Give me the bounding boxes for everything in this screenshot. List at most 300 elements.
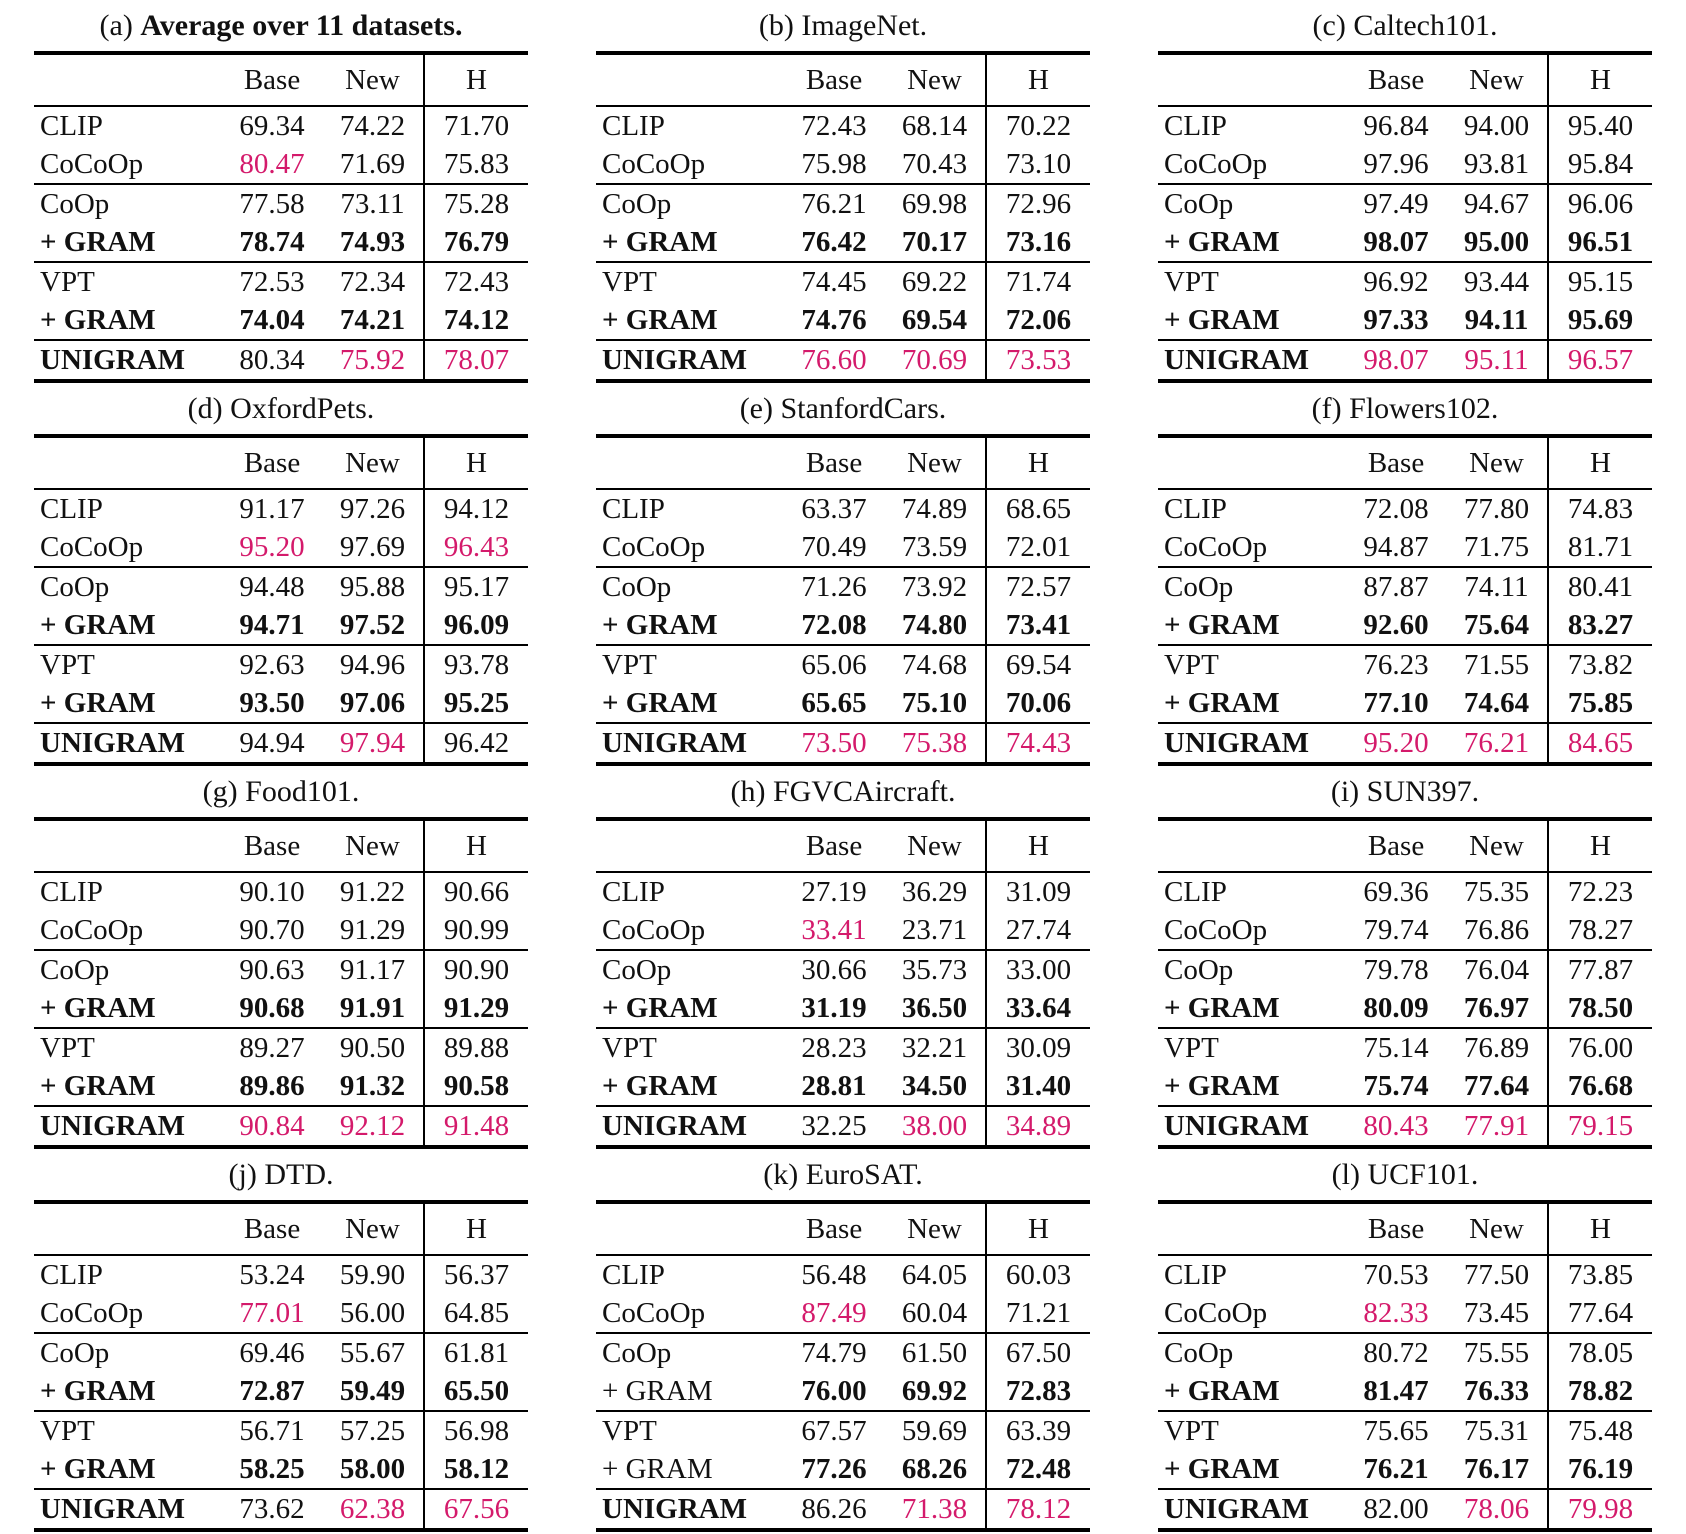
cell-value: 97.69: [339, 530, 406, 563]
cell-value: 74.93: [339, 225, 406, 258]
column-header-base: Base: [784, 1202, 884, 1255]
cell-value: 36.29: [901, 875, 968, 908]
table-row: [596, 1333, 1090, 1372]
table-row: [596, 950, 1090, 989]
cell-value: 95.17: [424, 567, 528, 606]
cell-value: 68.26: [901, 1452, 968, 1485]
table-row: [1158, 1294, 1652, 1333]
table-row: [34, 528, 528, 567]
column-header-new: New: [1446, 53, 1548, 106]
row-label: CLIP: [602, 875, 665, 908]
results-table: [34, 1200, 528, 1532]
cell-value: 76.60: [784, 340, 884, 381]
cell-value: 79.78: [1346, 950, 1446, 989]
cell-value: 97.49: [1346, 184, 1446, 223]
table-row: [1158, 1106, 1652, 1147]
results-table: [1158, 1200, 1652, 1532]
cell-value: 72.23: [1548, 872, 1652, 911]
cell-value: 56.71: [222, 1411, 322, 1450]
cell-value: 94.11: [1464, 303, 1529, 336]
column-header-new: New: [884, 53, 986, 106]
table-caption: [763, 1149, 922, 1200]
caption-prefix: (b): [758, 8, 802, 42]
cell-value: 72.08: [801, 608, 867, 641]
header-row: [34, 819, 528, 872]
cell-value: 70.69: [884, 340, 986, 381]
cell-value: 55.67: [322, 1333, 424, 1372]
caption-prefix: (h): [730, 774, 773, 808]
caption-title: ImageNet.: [801, 8, 928, 42]
table-cell: [0, 0, 562, 383]
column-header-base: Base: [1346, 53, 1446, 106]
cell-value: 65.65: [801, 686, 867, 719]
cell-value: 63.37: [801, 492, 867, 525]
cell-value: 75.65: [1346, 1411, 1446, 1450]
cell-value: 70.22: [986, 106, 1090, 145]
row-label: CoCoOp: [602, 913, 706, 946]
row-label: + GRAM: [40, 1374, 156, 1407]
cell-value: 70.06: [986, 684, 1090, 723]
cell-value: 87.87: [1346, 567, 1446, 606]
cell-value: 74.11: [1446, 567, 1548, 606]
header-row: [34, 1202, 528, 1255]
row-label: + GRAM: [40, 303, 156, 336]
cell-value: 89.88: [424, 1028, 528, 1067]
cell-value: 73.62: [222, 1489, 322, 1530]
row-label: UNIGRAM: [1158, 340, 1346, 381]
table-row: [34, 1372, 528, 1411]
row-label: VPT: [596, 645, 784, 684]
column-header-new: New: [322, 819, 424, 872]
row-label: UNIGRAM: [1158, 1106, 1346, 1147]
table-row: [596, 340, 1090, 381]
row-label: CoOp: [596, 1333, 784, 1372]
cell-value: 76.42: [801, 225, 867, 258]
column-header-new: New: [322, 436, 424, 489]
row-label: CLIP: [1164, 492, 1227, 525]
table-row: [1158, 723, 1652, 764]
cell-value: 80.47: [239, 147, 305, 180]
cell-value: 75.35: [1463, 875, 1530, 908]
caption-prefix: (j): [228, 1157, 265, 1191]
cell-value: 73.10: [986, 145, 1090, 184]
table-row: [1158, 989, 1652, 1028]
row-label: UNIGRAM: [34, 340, 222, 381]
caption-prefix: (e): [739, 391, 781, 425]
cell-value: 72.08: [1363, 492, 1429, 525]
cell-value: 96.84: [1363, 109, 1429, 142]
cell-value: 72.96: [986, 184, 1090, 223]
cell-value: 71.70: [424, 106, 528, 145]
table-caption: [740, 383, 947, 434]
row-label: VPT: [1158, 262, 1346, 301]
row-label: CoOp: [596, 567, 784, 606]
cell-value: 91.17: [239, 492, 305, 525]
cell-value: 95.40: [1548, 106, 1652, 145]
cell-value: 77.10: [1363, 686, 1429, 719]
column-header-h: H: [424, 436, 528, 489]
cell-value: 63.39: [986, 1411, 1090, 1450]
row-label: + GRAM: [40, 608, 156, 641]
table-cell: [562, 0, 1124, 383]
cell-value: 90.68: [239, 991, 305, 1024]
cell-value: 90.70: [239, 913, 305, 946]
table-caption: [731, 766, 956, 817]
cell-value: 95.20: [239, 530, 305, 563]
table-row: [34, 645, 528, 684]
cell-value: 76.97: [1463, 991, 1530, 1024]
cell-value: 97.94: [322, 723, 424, 764]
header-empty-cell: [596, 1202, 784, 1255]
cell-value: 71.75: [1463, 530, 1530, 563]
table-row: [596, 645, 1090, 684]
table-row: [596, 989, 1090, 1028]
table-row: [1158, 1489, 1652, 1530]
cell-value: 74.80: [901, 608, 968, 641]
table-caption: [1332, 1149, 1479, 1200]
cell-value: 70.49: [801, 530, 867, 563]
header-row: [34, 53, 528, 106]
table-cell: [1124, 1149, 1686, 1532]
cell-value: 33.41: [801, 913, 867, 946]
cell-value: 69.54: [901, 303, 968, 336]
table-row: [596, 723, 1090, 764]
table-row: [34, 1067, 528, 1106]
table-row: [34, 684, 528, 723]
results-table: [596, 434, 1090, 766]
cell-value: 73.85: [1548, 1255, 1652, 1294]
row-label: + GRAM: [1164, 991, 1280, 1024]
row-label: CoCoOp: [602, 147, 706, 180]
column-header-base: Base: [222, 819, 322, 872]
row-label: + GRAM: [602, 1374, 713, 1407]
table-row: [34, 989, 528, 1028]
table-row: [596, 262, 1090, 301]
cell-value: 96.92: [1346, 262, 1446, 301]
cell-value: 90.63: [222, 950, 322, 989]
row-label: + GRAM: [1164, 303, 1280, 336]
cell-value: 72.43: [424, 262, 528, 301]
cell-value: 80.43: [1346, 1106, 1446, 1147]
column-header-base: Base: [1346, 819, 1446, 872]
table-row: [34, 723, 528, 764]
cell-value: 92.60: [1363, 608, 1429, 641]
header-empty-cell: [34, 819, 222, 872]
row-label: UNIGRAM: [596, 340, 784, 381]
row-label: VPT: [34, 645, 222, 684]
cell-value: 75.74: [1363, 1069, 1429, 1102]
column-header-new: New: [884, 1202, 986, 1255]
cell-value: 34.50: [901, 1069, 968, 1102]
row-label: UNIGRAM: [34, 1489, 222, 1530]
row-label: UNIGRAM: [596, 723, 784, 764]
cell-value: 69.92: [901, 1374, 968, 1407]
cell-value: 69.36: [1363, 875, 1429, 908]
cell-value: 33.64: [986, 989, 1090, 1028]
cell-value: 72.57: [986, 567, 1090, 606]
caption-prefix: (d): [187, 391, 231, 425]
cell-value: 78.82: [1548, 1372, 1652, 1411]
table-row: [596, 1028, 1090, 1067]
cell-value: 80.09: [1363, 991, 1429, 1024]
table-row: [1158, 145, 1652, 184]
row-label: CoOp: [1158, 1333, 1346, 1372]
cell-value: 60.04: [901, 1296, 968, 1329]
row-label: + GRAM: [1164, 1069, 1280, 1102]
results-table: [1158, 434, 1652, 766]
cell-value: 53.24: [239, 1258, 305, 1291]
cell-value: 32.21: [884, 1028, 986, 1067]
row-label: CoOp: [596, 184, 784, 223]
cell-value: 73.92: [884, 567, 986, 606]
cell-value: 78.50: [1548, 989, 1652, 1028]
caption-title: UCF101.: [1367, 1157, 1479, 1191]
table-row: [34, 567, 528, 606]
cell-value: 72.01: [986, 528, 1090, 567]
cell-value: 58.25: [239, 1452, 305, 1485]
cell-value: 72.53: [222, 262, 322, 301]
table-row: [1158, 262, 1652, 301]
column-header-base: Base: [1346, 436, 1446, 489]
table-body: [34, 872, 528, 1147]
row-label: CoCoOp: [40, 530, 144, 563]
cell-value: 57.25: [322, 1411, 424, 1450]
table-row: [1158, 106, 1652, 145]
cell-value: 58.00: [339, 1452, 406, 1485]
table-row: [596, 1489, 1090, 1530]
row-label: UNIGRAM: [596, 1106, 784, 1147]
table-row: [34, 950, 528, 989]
cell-value: 68.14: [901, 109, 968, 142]
cell-value: 96.57: [1548, 340, 1652, 381]
column-header-h: H: [986, 53, 1090, 106]
cell-value: 56.98: [424, 1411, 528, 1450]
cell-value: 95.11: [1446, 340, 1548, 381]
table-row: [34, 911, 528, 950]
cell-value: 73.41: [986, 606, 1090, 645]
table-row: [596, 528, 1090, 567]
caption-title: OxfordPets.: [230, 391, 375, 425]
table-cell: [0, 766, 562, 1149]
header-empty-cell: [34, 53, 222, 106]
caption-title: Average over 11 datasets.: [140, 8, 463, 42]
table-row: [1158, 1450, 1652, 1489]
cell-value: 62.38: [322, 1489, 424, 1530]
cell-value: 72.87: [239, 1374, 305, 1407]
header-row: [596, 436, 1090, 489]
cell-value: 68.65: [986, 489, 1090, 528]
header-empty-cell: [596, 436, 784, 489]
table-row: [1158, 606, 1652, 645]
table-caption: [1331, 766, 1479, 817]
cell-value: 93.44: [1446, 262, 1548, 301]
table-cell: [0, 383, 562, 766]
cell-value: 70.17: [901, 225, 968, 258]
table-row: [34, 1106, 528, 1147]
table-row: [1158, 684, 1652, 723]
row-label: + GRAM: [602, 225, 718, 258]
table-body: [1158, 1255, 1652, 1530]
cell-value: 72.83: [986, 1372, 1090, 1411]
cell-value: 61.50: [884, 1333, 986, 1372]
table-body: [596, 1255, 1090, 1530]
table-row: [596, 1450, 1090, 1489]
table-row: [1158, 645, 1652, 684]
table-row: [1158, 223, 1652, 262]
table-cell: [562, 1149, 1124, 1532]
cell-value: 78.12: [986, 1489, 1090, 1530]
cell-value: 90.58: [424, 1067, 528, 1106]
cell-value: 79.74: [1363, 913, 1429, 946]
cell-value: 96.43: [424, 528, 528, 567]
row-label: UNIGRAM: [34, 1106, 222, 1147]
header-empty-cell: [1158, 1202, 1346, 1255]
cell-value: 76.21: [1363, 1452, 1429, 1485]
column-header-new: New: [884, 819, 986, 872]
results-table: [34, 51, 528, 383]
row-label: UNIGRAM: [1158, 723, 1346, 764]
table-row: [1158, 911, 1652, 950]
table-row: [596, 223, 1090, 262]
table-row: [596, 106, 1090, 145]
row-label: CoCoOp: [40, 913, 144, 946]
table-row: [1158, 184, 1652, 223]
cell-value: 90.10: [239, 875, 305, 908]
table-row: [34, 606, 528, 645]
cell-value: 56.00: [339, 1296, 406, 1329]
column-header-h: H: [424, 53, 528, 106]
column-header-base: Base: [784, 436, 884, 489]
cell-value: 67.50: [986, 1333, 1090, 1372]
table-body: [34, 1255, 528, 1530]
row-label: + GRAM: [40, 991, 156, 1024]
cell-value: 79.15: [1548, 1106, 1652, 1147]
table-row: [596, 1411, 1090, 1450]
results-table: [34, 434, 528, 766]
cell-value: 35.73: [884, 950, 986, 989]
cell-value: 72.43: [801, 109, 867, 142]
results-table: [34, 817, 528, 1149]
cell-value: 78.27: [1548, 911, 1652, 950]
cell-value: 77.64: [1548, 1294, 1652, 1333]
column-header-new: New: [884, 436, 986, 489]
cell-value: 64.85: [424, 1294, 528, 1333]
cell-value: 30.09: [986, 1028, 1090, 1067]
cell-value: 72.34: [322, 262, 424, 301]
row-label: CLIP: [1164, 1258, 1227, 1291]
row-label: CLIP: [40, 875, 103, 908]
cell-value: 94.48: [222, 567, 322, 606]
results-table: [1158, 817, 1652, 1149]
table-row: [596, 1372, 1090, 1411]
cell-value: 95.88: [322, 567, 424, 606]
cell-value: 74.22: [339, 109, 406, 142]
cell-value: 94.87: [1363, 530, 1429, 563]
cell-value: 97.26: [339, 492, 406, 525]
header-row: [1158, 819, 1652, 872]
row-label: VPT: [1158, 1028, 1346, 1067]
column-header-h: H: [986, 1202, 1090, 1255]
cell-value: 71.55: [1446, 645, 1548, 684]
row-label: + GRAM: [602, 1069, 718, 1102]
header-row: [1158, 1202, 1652, 1255]
caption-title: EuroSAT.: [805, 1157, 923, 1191]
row-label: + GRAM: [40, 1452, 156, 1485]
cell-value: 95.15: [1548, 262, 1652, 301]
cell-value: 76.33: [1463, 1374, 1530, 1407]
row-label: CoCoOp: [602, 1296, 706, 1329]
table-row: [34, 1333, 528, 1372]
cell-value: 78.07: [424, 340, 528, 381]
row-label: + GRAM: [602, 608, 718, 641]
cell-value: 77.91: [1446, 1106, 1548, 1147]
table-cell: [1124, 0, 1686, 383]
table-row: [1158, 950, 1652, 989]
cell-value: 75.64: [1463, 608, 1530, 641]
column-header-base: Base: [222, 1202, 322, 1255]
caption-title: Caltech101.: [1353, 8, 1498, 42]
cell-value: 83.27: [1548, 606, 1652, 645]
cell-value: 82.00: [1346, 1489, 1446, 1530]
column-header-base: Base: [222, 53, 322, 106]
table-row: [596, 872, 1090, 911]
cell-value: 69.54: [986, 645, 1090, 684]
row-label: + GRAM: [602, 991, 718, 1024]
table-row: [596, 489, 1090, 528]
row-label: + GRAM: [1164, 225, 1280, 258]
caption-prefix: (k): [763, 1157, 806, 1191]
table-row: [34, 340, 528, 381]
cell-value: 91.48: [424, 1106, 528, 1147]
cell-value: 94.12: [424, 489, 528, 528]
row-label: VPT: [596, 1028, 784, 1067]
table-cell: [562, 766, 1124, 1149]
table-row: [1158, 301, 1652, 340]
cell-value: 61.81: [424, 1333, 528, 1372]
row-label: CLIP: [602, 109, 665, 142]
row-label: VPT: [1158, 1411, 1346, 1450]
column-header-new: New: [1446, 1202, 1548, 1255]
cell-value: 81.47: [1363, 1374, 1429, 1407]
row-label: VPT: [34, 1028, 222, 1067]
cell-value: 69.34: [239, 109, 305, 142]
cell-value: 95.25: [424, 684, 528, 723]
table-row: [596, 301, 1090, 340]
cell-value: 96.06: [1548, 184, 1652, 223]
cell-value: 96.51: [1548, 223, 1652, 262]
table-body: [1158, 872, 1652, 1147]
table-row: [34, 1028, 528, 1067]
cell-value: 90.50: [322, 1028, 424, 1067]
row-label: CLIP: [602, 1258, 665, 1291]
row-label: CoCoOp: [1164, 1296, 1268, 1329]
caption-title: StanfordCars.: [780, 391, 947, 425]
row-label: CLIP: [602, 492, 665, 525]
cell-value: 75.48: [1548, 1411, 1652, 1450]
cell-value: 80.72: [1346, 1333, 1446, 1372]
table-row: [1158, 1372, 1652, 1411]
cell-value: 76.00: [1548, 1028, 1652, 1067]
cell-value: 76.21: [1446, 723, 1548, 764]
header-empty-cell: [34, 1202, 222, 1255]
cell-value: 76.17: [1463, 1452, 1530, 1485]
cell-value: 75.85: [1548, 684, 1652, 723]
cell-value: 75.92: [322, 340, 424, 381]
caption-prefix: (c): [1312, 8, 1354, 42]
cell-value: 69.46: [222, 1333, 322, 1372]
cell-value: 65.06: [784, 645, 884, 684]
cell-value: 97.52: [339, 608, 406, 641]
